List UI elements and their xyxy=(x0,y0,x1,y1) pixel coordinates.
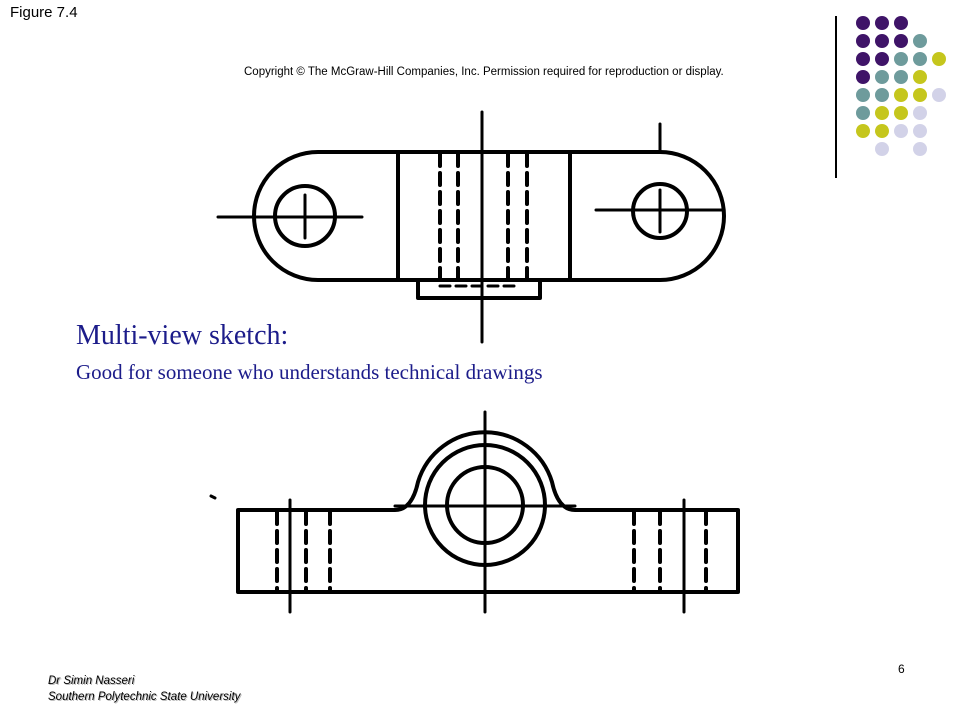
figure-label: Figure 7.4 xyxy=(10,4,78,21)
slide-heading: Multi-view sketch: xyxy=(76,320,289,351)
slide-subheading: Good for someone who understands technical drawings xyxy=(76,360,543,384)
author-block xyxy=(48,673,240,705)
author-university: Southern Polytechnic State University xyxy=(48,691,241,703)
top-view xyxy=(218,112,724,342)
page-number: 6 xyxy=(898,662,905,676)
copyright-notice: Copyright © The McGraw-Hill Companies, Inc. Permission required for reproduction or display. xyxy=(244,66,724,78)
front-view xyxy=(211,412,738,612)
author-name: Dr Simin Nasseri xyxy=(48,675,135,687)
